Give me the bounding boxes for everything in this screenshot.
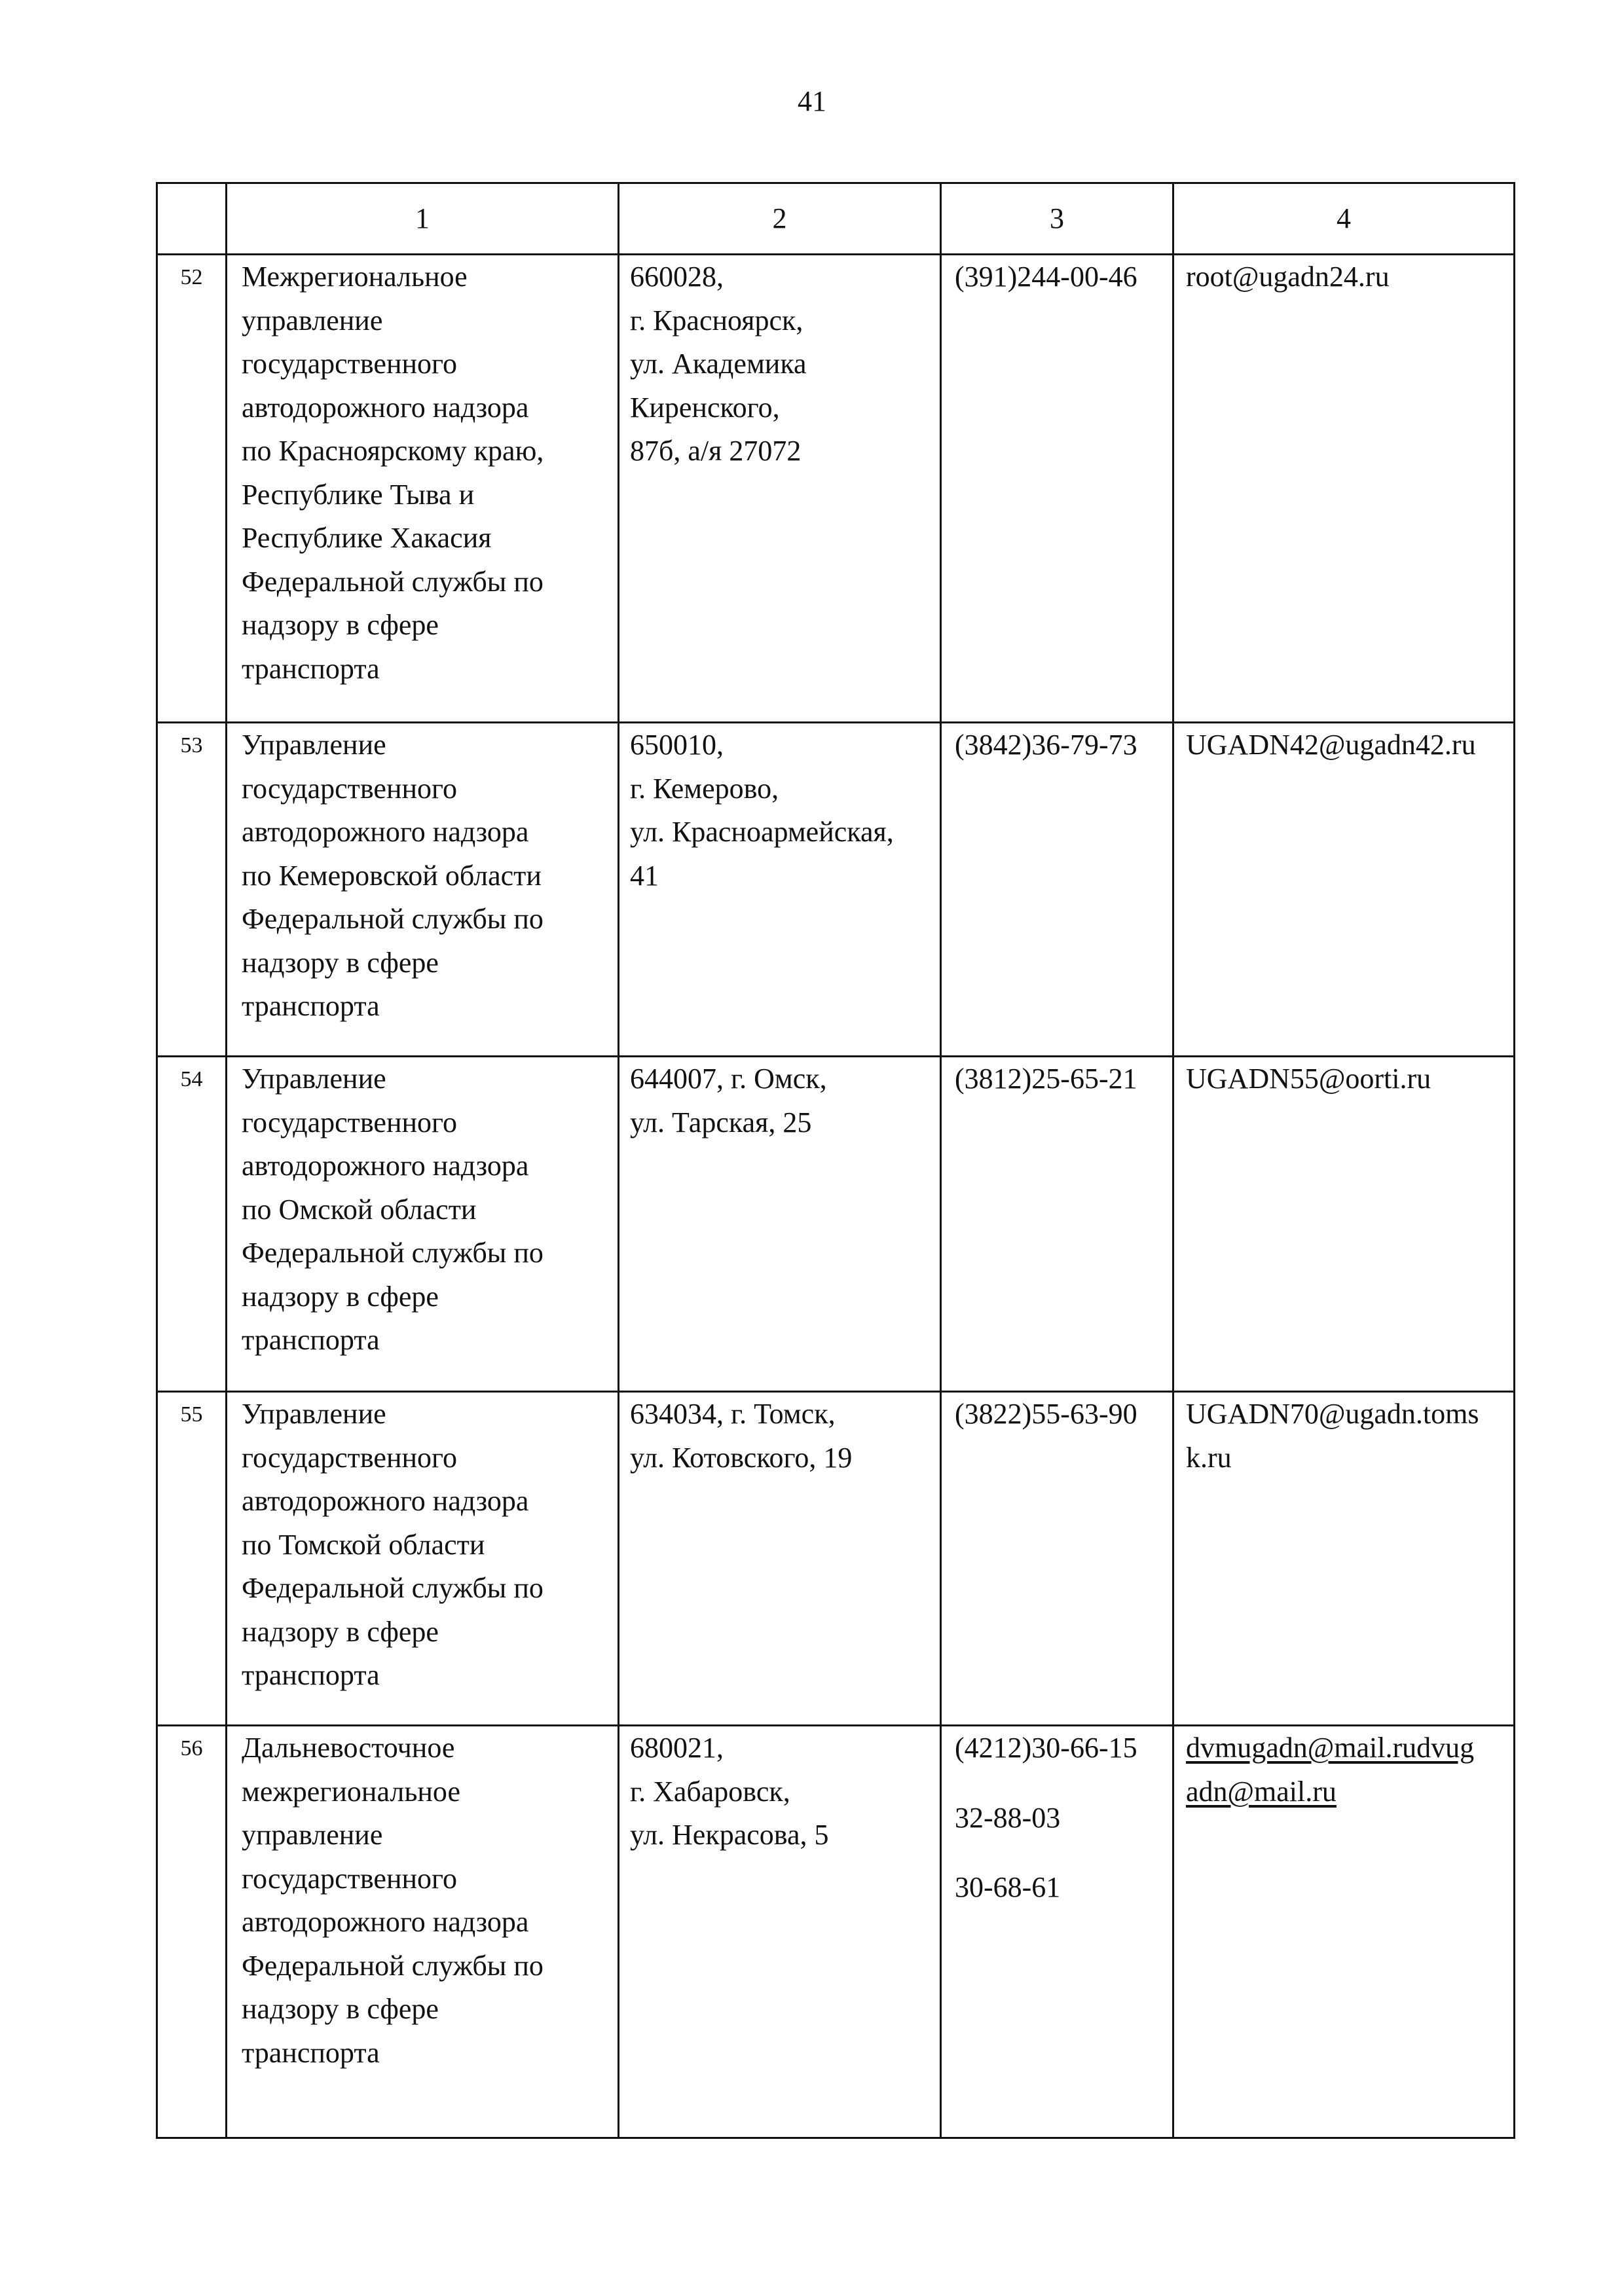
organization-name-line: управление xyxy=(242,1819,383,1851)
organization-name-line: межрегиональное xyxy=(242,1775,460,1808)
organization-name-line: автодорожного надзора xyxy=(242,391,529,424)
phone-list xyxy=(942,1726,1172,1910)
phone-number: (391)244-00-46 xyxy=(955,261,1137,293)
email-cell xyxy=(1173,1726,1515,2138)
table-row xyxy=(157,1057,1515,1392)
phone-number: (3842)36-79-73 xyxy=(955,729,1137,761)
phone-list xyxy=(942,255,1172,299)
organization-name-line: Федеральной службы по xyxy=(242,565,544,598)
phone-cell xyxy=(941,1726,1173,2138)
email-line: k.ru xyxy=(1186,1441,1232,1474)
organization-name-line: Дальневосточное xyxy=(242,1732,455,1764)
organization-name-line: Управление xyxy=(242,1398,386,1430)
organization-cell xyxy=(227,1392,619,1726)
table-row xyxy=(157,255,1515,723)
phone-number: 30-68-61 xyxy=(955,1871,1061,1903)
email xyxy=(1174,1726,1513,1813)
organization-name-line: надзору в сфере xyxy=(242,609,439,641)
organization-name-line: транспорта xyxy=(242,652,380,685)
organization-name-line: надзору в сфере xyxy=(242,1615,439,1648)
organization-name-line: транспорта xyxy=(242,1659,380,1691)
address-line: 644007, г. Омск, xyxy=(630,1063,827,1095)
address-line: 41 xyxy=(630,859,659,892)
phone-list xyxy=(942,1393,1172,1436)
organization-name-line: Межрегиональное xyxy=(242,261,468,293)
organization-name-line: управление xyxy=(242,304,383,337)
organization-name-line: надзору в сфере xyxy=(242,1280,439,1313)
organization-name-line: транспорта xyxy=(242,1324,380,1356)
header-cell-2: 2 xyxy=(619,183,941,255)
organization-name-line: Республике Тыва и xyxy=(242,478,475,511)
email-line: UGADN55@oorti.ru xyxy=(1186,1063,1431,1095)
email-line[interactable]: adn@mail.ru xyxy=(1186,1775,1337,1808)
header-cell-3: 3 xyxy=(941,183,1173,255)
organization-name xyxy=(227,255,618,691)
address-line: г. Красноярск, xyxy=(630,304,803,337)
organization-name-line: надзору в сфере xyxy=(242,946,439,979)
email-line: UGADN70@ugadn.toms xyxy=(1186,1398,1479,1430)
phone-list xyxy=(942,1057,1172,1101)
address xyxy=(619,255,940,473)
email xyxy=(1174,255,1513,299)
address xyxy=(619,723,940,898)
organization-name-line: Управление xyxy=(242,729,386,761)
organization-name-line: государственного xyxy=(242,1862,457,1895)
header-cell-1: 1 xyxy=(227,183,619,255)
email xyxy=(1174,723,1513,767)
address-cell xyxy=(619,1392,941,1726)
organization-name-line: автодорожного надзора xyxy=(242,1150,529,1182)
email-cell xyxy=(1173,1057,1515,1392)
address xyxy=(619,1726,940,1857)
address-line: ул. Академика xyxy=(630,348,807,380)
address-line: г. Хабаровск, xyxy=(630,1775,790,1808)
organization-name xyxy=(227,1393,618,1698)
organization-name-line: транспорта xyxy=(242,990,380,1022)
address-line: 87б, а/я 27072 xyxy=(630,435,802,467)
organization-name xyxy=(227,1057,618,1362)
organization-name-line: автодорожного надзора xyxy=(242,1485,529,1517)
address-line: 650010, xyxy=(630,729,724,761)
phone-list xyxy=(942,723,1172,767)
address xyxy=(619,1057,940,1144)
address-line: г. Кемерово, xyxy=(630,772,779,805)
email-cell xyxy=(1173,723,1515,1057)
organization-name-line: по Омской области xyxy=(242,1193,477,1226)
email-line: UGADN42@ugadn42.ru xyxy=(1186,729,1476,761)
organization-name-line: государственного xyxy=(242,1106,457,1139)
address-line: 680021, xyxy=(630,1732,724,1764)
address-cell xyxy=(619,255,941,723)
address-cell xyxy=(619,1057,941,1392)
phone-cell xyxy=(941,1057,1173,1392)
header-cell-num xyxy=(157,183,227,255)
email-cell xyxy=(1173,255,1515,723)
address-line: ул. Некрасова, 5 xyxy=(630,1819,829,1851)
email xyxy=(1174,1057,1513,1101)
phone-number: 32-88-03 xyxy=(955,1801,1061,1834)
address-line: ул. Котовского, 19 xyxy=(630,1441,853,1474)
registry-table xyxy=(156,182,1515,2139)
organization-cell xyxy=(227,723,619,1057)
organization-name xyxy=(227,1726,618,2075)
address-line: ул. Тарская, 25 xyxy=(630,1106,812,1139)
phone-number: (3822)55-63-90 xyxy=(955,1398,1137,1430)
table-row xyxy=(157,1726,1515,2138)
organization-name-line: государственного xyxy=(242,772,457,805)
phone-cell xyxy=(941,255,1173,723)
address-line: Киренского, xyxy=(630,391,780,424)
row-number: 56 xyxy=(157,1726,227,2138)
address-cell xyxy=(619,1726,941,2138)
phone-cell xyxy=(941,723,1173,1057)
organization-name-line: по Кемеровской области xyxy=(242,859,542,892)
email xyxy=(1174,1393,1513,1480)
address-line: ул. Красноармейская, xyxy=(630,816,894,848)
organization-name-line: транспорта xyxy=(242,2036,380,2069)
organization-name xyxy=(227,723,618,1029)
email-cell xyxy=(1173,1392,1515,1726)
address-cell xyxy=(619,723,941,1057)
address-line: 660028, xyxy=(630,261,724,293)
organization-name-line: государственного xyxy=(242,1441,457,1474)
page-number: 41 xyxy=(798,85,826,117)
address-line: 634034, г. Томск, xyxy=(630,1398,836,1430)
organization-name-line: по Томской области xyxy=(242,1528,485,1561)
address xyxy=(619,1393,940,1480)
organization-cell xyxy=(227,1726,619,2138)
table-row xyxy=(157,723,1515,1057)
header-cell-4: 4 xyxy=(1173,183,1515,255)
organization-name-line: Федеральной службы по xyxy=(242,1572,544,1604)
organization-name-line: автодорожного надзора xyxy=(242,816,529,848)
phone-number: (4212)30-66-15 xyxy=(955,1732,1137,1764)
organization-name-line: Федеральной службы по xyxy=(242,1237,544,1269)
organization-name-line: Федеральной службы по xyxy=(242,1949,544,1982)
row-number: 55 xyxy=(157,1392,227,1726)
organization-cell xyxy=(227,1057,619,1392)
organization-cell xyxy=(227,255,619,723)
header-row xyxy=(157,183,1515,255)
organization-name-line: Управление xyxy=(242,1063,386,1095)
table-row xyxy=(157,1392,1515,1726)
row-number: 54 xyxy=(157,1057,227,1392)
organization-name-line: Федеральной службы по xyxy=(242,903,544,935)
organization-name-line: надзору в сфере xyxy=(242,1993,439,2025)
row-number: 52 xyxy=(157,255,227,723)
phone-number: (3812)25-65-21 xyxy=(955,1063,1137,1095)
email-line[interactable]: dvmugadn@mail.rudvug xyxy=(1186,1732,1475,1764)
organization-name-line: Республике Хакасия xyxy=(242,522,492,554)
organization-name-line: автодорожного надзора xyxy=(242,1906,529,1938)
organization-name-line: по Красноярскому краю, xyxy=(242,435,544,467)
email-line: root@ugadn24.ru xyxy=(1186,261,1390,293)
row-number: 53 xyxy=(157,723,227,1057)
phone-cell xyxy=(941,1392,1173,1726)
organization-name-line: государственного xyxy=(242,348,457,380)
